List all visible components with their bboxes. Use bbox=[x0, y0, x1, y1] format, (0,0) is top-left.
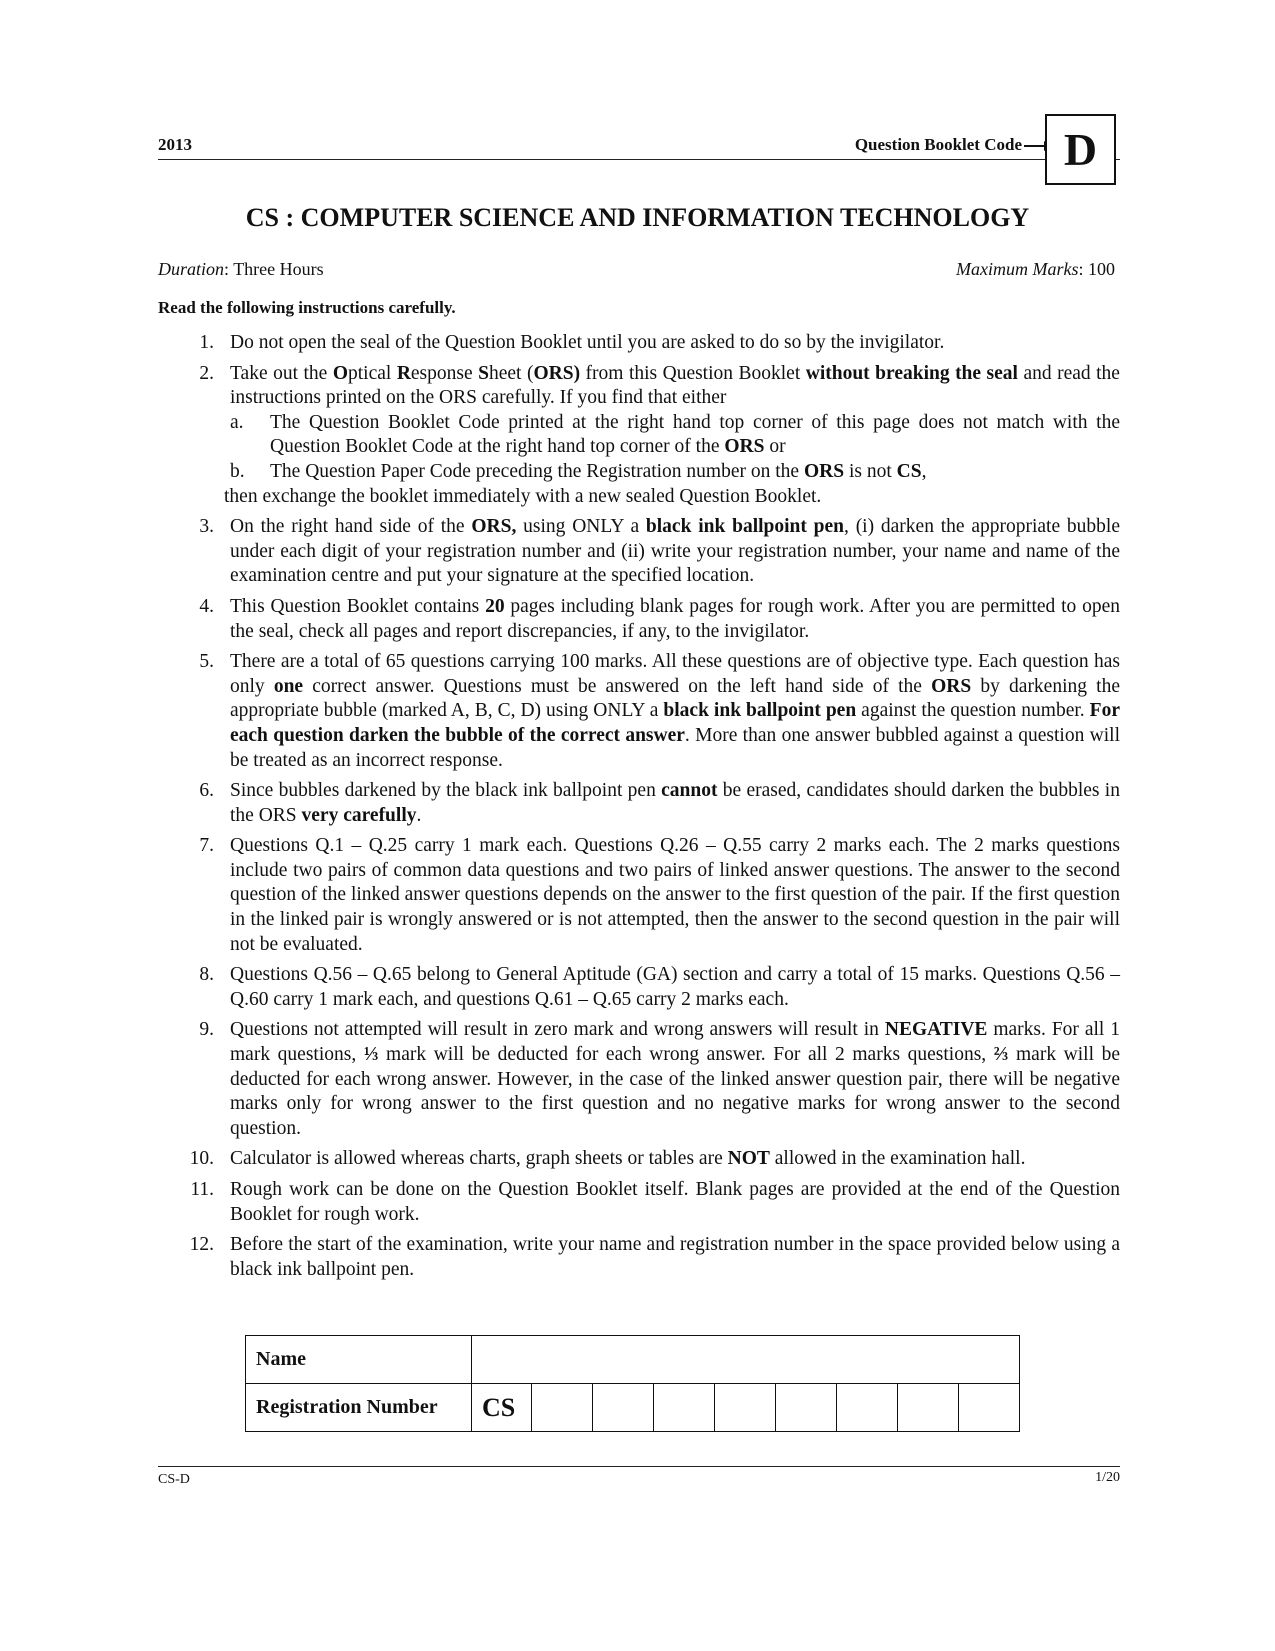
registration-digit-box[interactable] bbox=[593, 1384, 654, 1432]
instruction-item bbox=[158, 1233, 1120, 1282]
paper-title: CS : COMPUTER SCIENCE AND INFORMATION TECHNOLOGY bbox=[245, 203, 1030, 232]
registration-digit-box[interactable] bbox=[959, 1384, 1020, 1432]
registration-digit-box[interactable] bbox=[532, 1384, 593, 1432]
instruction-item bbox=[158, 1018, 1120, 1141]
duration bbox=[158, 259, 324, 280]
instruction-item bbox=[158, 834, 1120, 957]
instruction-item bbox=[158, 963, 1120, 1012]
maximum-marks-value: : 100 bbox=[1078, 259, 1115, 279]
instruction-number: 6. bbox=[199, 780, 214, 802]
registration-digit-box[interactable] bbox=[776, 1384, 837, 1432]
instruction-number: 3. bbox=[199, 516, 214, 538]
instruction-text: Questions Q.1 – Q.25 carry 1 mark each. Questions Q.26 – Q.55 carry 2 marks each. The 2 marks questions include two pairs of common data questions and two pairs of linked answer questions. The answer to the second question of the linked answer questions depends on the answer to the first question of the pair. If the first question in the linked pair is wrongly answered or is not attempted, then the answer to the second question in the pair will not be evaluated. bbox=[230, 835, 1120, 955]
instruction-item bbox=[158, 595, 1120, 644]
instruction-item bbox=[158, 362, 1120, 510]
registration-digit-box[interactable] bbox=[837, 1384, 898, 1432]
maximum-marks-label: Maximum Marks bbox=[956, 259, 1079, 279]
page-number: 1/20 bbox=[1095, 1470, 1120, 1485]
booklet-code-box: D bbox=[1045, 114, 1116, 185]
registration-digit-box[interactable] bbox=[715, 1384, 776, 1432]
name-field[interactable] bbox=[472, 1336, 1020, 1384]
booklet-code-label: Question Booklet Code bbox=[854, 135, 1022, 154]
instruction-item bbox=[158, 779, 1120, 828]
instruction-text: Take out the Optical Response Sheet (ORS) from this Question Booklet without breaking the seal and read the instructions printed on the ORS carefully. If you find that either bbox=[230, 362, 1120, 409]
duration-value: : Three Hours bbox=[224, 259, 324, 279]
instruction-item bbox=[158, 650, 1120, 773]
instruction-number: 12. bbox=[189, 1234, 214, 1256]
sub-item-label: a. bbox=[230, 411, 244, 433]
candidate-details-table bbox=[245, 1335, 1020, 1432]
instruction-number: 8. bbox=[199, 964, 214, 986]
instruction-number: 9. bbox=[199, 1019, 214, 1041]
instruction-text: Questions not attempted will result in zero mark and wrong answers will result in NEGATIVE marks. For all 1 mark questions, ⅓ mark will be deducted for each wrong answer. For all 2 marks questions, ⅔ mark will be deducted for each wrong answer. However, in the case of the linked answer question pair, there will be negative marks only for wrong answer to the first question and no negative marks for wrong answer to the second question. bbox=[230, 1019, 1121, 1139]
instruction-item bbox=[158, 331, 1120, 356]
instruction-text: Calculator is allowed whereas charts, graph sheets or tables are NOT allowed in the examination hall. bbox=[230, 1148, 1026, 1170]
instructions-list bbox=[158, 331, 1120, 1288]
instruction-number: 5. bbox=[199, 651, 214, 673]
instruction-text: Since bubbles darkened by the black ink ballpoint pen cannot be erased, candidates should darken the bubbles in the ORS very carefully. bbox=[230, 780, 1120, 826]
instruction-text: This Question Booklet contains 20 pages including blank pages for rough work. After you are permitted to open the seal, check all pages and report discrepancies, if any, to the invigilator. bbox=[230, 595, 1120, 642]
registration-digit-box[interactable] bbox=[898, 1384, 959, 1432]
instruction-number: 7. bbox=[199, 835, 214, 857]
page-header bbox=[158, 127, 1120, 160]
sub-item-text: The Question Booklet Code printed at the right hand top corner of this page does not match with the Question Booklet Code at the right hand top corner of the ORS or bbox=[270, 411, 1120, 458]
instruction-tail: then exchange the booklet immediately with a new sealed Question Booklet. bbox=[224, 485, 822, 507]
sub-item-label: b. bbox=[230, 460, 245, 482]
instruction-number: 11. bbox=[190, 1179, 214, 1200]
instruction-text: Rough work can be done on the Question Booklet itself. Blank pages are provided at the end of the Question Booklet for rough work. bbox=[230, 1179, 1120, 1225]
sub-item-text: The Question Paper Code preceding the Registration number on the ORS is not CS, bbox=[270, 460, 927, 482]
exam-year: 2013 bbox=[158, 135, 192, 154]
instruction-number: 2. bbox=[199, 362, 214, 384]
instruction-text: On the right hand side of the ORS, using ONLY a black ink ballpoint pen, (i) darken the appropriate bubble under each digit of your registration number and (ii) write your registration number, your name and name of the examination centre and put your signature at the specified location. bbox=[230, 516, 1120, 587]
registration-prefix: CS bbox=[472, 1384, 532, 1432]
instruction-sub-item bbox=[230, 460, 1120, 485]
instruction-text: Questions Q.56 – Q.65 belong to General Aptitude (GA) section and carry a total of 15 marks. Questions Q.56 – Q.60 carry 1 mark each, and questions Q.61 – Q.65 carry 2 marks each. bbox=[230, 964, 1120, 1010]
page-footer bbox=[158, 1466, 1120, 1487]
registration-number-label: Registration Number bbox=[246, 1384, 472, 1432]
footer-paper-code: CS-D bbox=[158, 1472, 190, 1487]
instruction-item bbox=[158, 515, 1120, 589]
instruction-item bbox=[158, 1147, 1120, 1172]
instruction-sub-item bbox=[230, 411, 1120, 460]
instruction-item bbox=[158, 1178, 1120, 1227]
instruction-text: Before the start of the examination, write your name and registration number in the space provided below using a black ink ballpoint pen. bbox=[230, 1234, 1120, 1280]
maximum-marks bbox=[956, 259, 1115, 280]
instruction-number: 4. bbox=[199, 595, 214, 617]
instruction-number: 10. bbox=[189, 1148, 214, 1170]
registration-digit-box[interactable] bbox=[654, 1384, 715, 1432]
instruction-text: Do not open the seal of the Question Booklet until you are asked to do so by the invigilator. bbox=[230, 332, 945, 353]
instruction-number: 1. bbox=[199, 332, 214, 353]
instructions-heading: Read the following instructions carefully. bbox=[158, 298, 456, 317]
name-row bbox=[246, 1336, 1020, 1384]
registration-row bbox=[246, 1384, 1020, 1432]
instruction-text: There are a total of 65 questions carrying 100 marks. All these questions are of objective type. Each question has only one correct answer. Questions must be answered on the left hand side of the ORS by darkening the appropriate bubble (marked A, B, C, D) using ONLY a black ink ballpoint pen against the question number. For each question darken the bubble of the correct answer. More than one answer bubbled against a question will be treated as an incorrect response. bbox=[230, 651, 1120, 771]
name-label: Name bbox=[246, 1336, 472, 1384]
duration-label: Duration bbox=[158, 259, 225, 279]
